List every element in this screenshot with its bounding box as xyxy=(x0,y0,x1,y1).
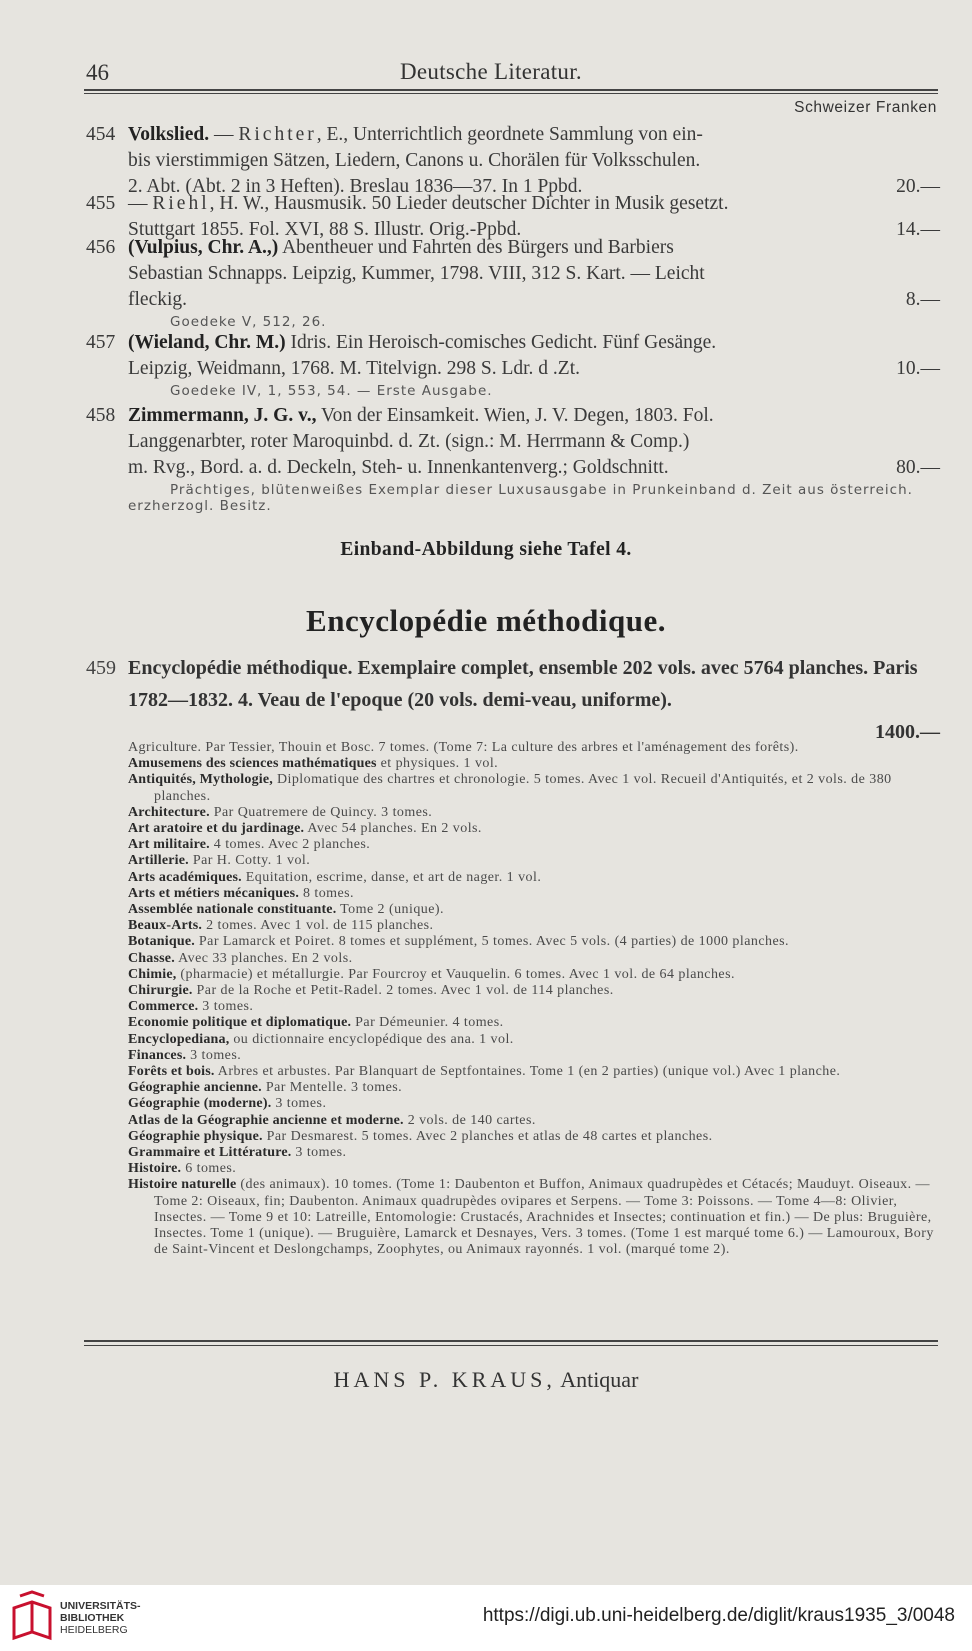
entry-line: — Riehl, H. W., Hausmusik. 50 Lieder deutscher Dichter in Musik gesetzt. xyxy=(128,193,729,214)
volume-item xyxy=(128,1145,936,1161)
volume-title: Atlas de la Géographie ancienne et moderne. xyxy=(128,1112,404,1128)
library-line-2: BIBLIOTHEK xyxy=(60,1612,125,1624)
header-rule-thin xyxy=(84,93,938,94)
entry-number: 458 xyxy=(86,405,116,426)
volume-item xyxy=(128,1032,936,1048)
library-line-1: UNIVERSITÄTS- xyxy=(60,1600,141,1612)
volume-item xyxy=(128,1161,936,1177)
currency-label: Schweizer Franken xyxy=(794,99,937,116)
entry-line: (Wieland, Chr. M.) Idris. Ein Heroisch-comisches Gedicht. Fünf Gesänge. xyxy=(128,332,717,353)
volume-item xyxy=(128,740,936,756)
entry-number: 459 xyxy=(86,657,116,679)
volume-description: Avec 33 planches. En 2 vols. xyxy=(174,950,353,966)
volume-item xyxy=(128,951,936,967)
volume-description: Par de la Roche et Petit-Radel. 2 tomes. Avec 1 vol. de 114 planches. xyxy=(192,983,614,999)
volume-description: 3 tomes. xyxy=(271,1096,327,1112)
volume-title: Forêts et bois. xyxy=(128,1064,215,1080)
volume-item xyxy=(128,934,936,950)
volume-item xyxy=(128,902,936,918)
volume-description: (des animaux). 10 tomes. (Tome 1: Daubenton et Buffon, Animaux quadrupèdes et Cétacés; Mauduyt. Oiseaux. — Tome 2: Oiseaux, fin; Daubenton. Animaux quadrupèdes ovipares et Serpens. — Tome 3: Poissons. — Tome 4—8: Olivier, Insectes. — Tome 9 et 10: Latreille, Entomologie: Crustacés, Arachnides et Insectes; continuation et fin.) — De plus: Bruguière, Insectes. Tome 1 (unique). — Bruguière, Lamarck et Desnayes, Vers. 3 tomes. (Tome 1 est marqué tome 6.) — Lamouroux, Bory de Saint-Vincent et Deslongchamps, Zoophytes, ou Animaux rayonnés. 1 vol. (marqué tome 2). xyxy=(154,1177,934,1258)
volume-description: 2 tomes. Avec 1 vol. de 115 planches. xyxy=(202,918,434,934)
volume-title: Assemblée nationale constituante. xyxy=(128,902,337,918)
volume-description: et physiques. 1 vol. xyxy=(376,756,499,772)
entry-line: Stuttgart 1855. Fol. XVI, 88 S. Illustr. Orig.-Ppbd. 14.— xyxy=(128,217,940,243)
volume-title: Artillerie. xyxy=(128,853,189,869)
entry-price: 20.— xyxy=(896,176,940,197)
volume-item xyxy=(128,1129,936,1145)
volume-title: Art aratoire et du jardinage. xyxy=(128,821,305,837)
volume-title: Histoire. xyxy=(128,1161,182,1177)
volume-title: Beaux-Arts. xyxy=(128,918,203,934)
dealer-name: HANS P. KRAUS, xyxy=(333,1367,556,1392)
volume-item xyxy=(128,805,936,821)
volume-title: Arts et métiers mécaniques. xyxy=(128,885,300,901)
volume-title: Art militaire. xyxy=(128,837,210,853)
volume-item xyxy=(128,772,936,804)
dealer-footer xyxy=(0,1367,972,1393)
volume-description: Par Lamarck et Poiret. 8 tomes et supplément, 5 tomes. Avec 5 vols. (4 parties) de 1000 planches. xyxy=(194,934,789,950)
entry-price: 10.— xyxy=(896,358,940,379)
volume-title: Arts académiques. xyxy=(128,869,242,885)
volume-description: 8 tomes. xyxy=(299,885,355,901)
entry-line: Volkslied. — Richter, E., Unterrichtlich geordnete Sammlung von ein- xyxy=(128,124,703,145)
binding-reference: Einband-Abbildung siehe Tafel 4. xyxy=(340,539,632,560)
entry-457 xyxy=(86,330,940,399)
volume-title: Finances. xyxy=(128,1047,187,1063)
entry-line: Sebastian Schnapps. Leipzig, Kummer, 1798. VIII, 312 S. Kart. — Leicht xyxy=(128,263,705,284)
entry-note: Goedeke IV, 1, 553, 54. — Erste Ausgabe. xyxy=(170,383,493,399)
entry-459 xyxy=(86,652,940,743)
entry-458 xyxy=(86,403,940,514)
volume-title: Histoire naturelle xyxy=(128,1177,237,1193)
university-library-logo-icon xyxy=(10,1588,54,1646)
entry-price: 14.— xyxy=(896,219,940,240)
entry-line: 2. Abt. (Abt. 2 in 3 Heften). Breslau 1836—37. In 1 Ppbd. 20.— xyxy=(128,174,940,200)
header-rule xyxy=(84,89,938,91)
entry-line: fleckig. 8.— xyxy=(128,287,940,313)
volume-title: Chirurgie. xyxy=(128,983,193,999)
entry-number: 455 xyxy=(86,193,116,214)
volume-description: Par Desmarest. 5 tomes. Avec 2 planches et atlas de 48 cartes et planches. xyxy=(262,1128,713,1144)
volume-item xyxy=(128,1113,936,1129)
volume-item xyxy=(128,853,936,869)
source-url-link[interactable]: https://digi.ub.uni-heidelberg.de/diglit/kraus1935_3/0048 xyxy=(482,1605,955,1626)
volume-item xyxy=(128,967,936,983)
entry-number: 456 xyxy=(86,237,116,258)
entry-line: Leipzig, Weidmann, 1768. M. Titelvign. 298 S. Ldr. d .Zt. 10.— xyxy=(128,356,940,382)
entry-price: 80.— xyxy=(896,457,940,478)
volume-item xyxy=(128,1048,936,1064)
entry-line: (Vulpius, Chr. A.,) Abentheuer und Fahrten des Bürgers und Barbiers xyxy=(128,237,674,258)
entry-price: 8.— xyxy=(905,289,940,310)
volume-item xyxy=(128,1064,936,1080)
volume-title: Encyclopediana, xyxy=(128,1031,230,1047)
entry-454 xyxy=(86,122,940,200)
volume-title: Botanique. xyxy=(128,934,195,950)
volume-title: Architecture. xyxy=(128,804,210,820)
volume-description: 3 tomes. xyxy=(186,1047,242,1063)
volume-title: Géographie (moderne). xyxy=(128,1096,272,1112)
volume-description: 3 tomes. xyxy=(291,1145,347,1161)
volume-item xyxy=(128,1096,936,1112)
volume-item xyxy=(128,999,936,1015)
volume-item xyxy=(128,756,936,772)
volume-description: ou dictionnaire encyclopédique des ana. 1 vol. xyxy=(229,1031,514,1047)
volume-item xyxy=(128,870,936,886)
volume-list xyxy=(128,740,936,1259)
volume-description: Par Tessier, Thouin et Bosc. 7 tomes. (Tome 7: La culture des arbres et l'aménagement des forêts). xyxy=(201,740,799,755)
entry-line: Langgenarbter, roter Maroquinbd. d. Zt. (sign.: M. Herrmann & Comp.) xyxy=(128,431,690,452)
volume-title: Antiquités, Mythologie, xyxy=(128,772,273,788)
entry-note: Prächtiges, blütenweißes Exemplar dieser Luxusausgabe in Prunkeinband d. Zeit aus österreich. erzherzogl. Besitz. xyxy=(128,482,913,514)
footer-rule-thin xyxy=(84,1345,938,1346)
volume-item xyxy=(128,918,936,934)
volume-title: Grammaire et Littérature. xyxy=(128,1145,292,1161)
volume-description: Avec 54 planches. En 2 vols. xyxy=(304,821,482,837)
library-line-3: HEIDELBERG xyxy=(60,1624,128,1636)
volume-description: 2 vols. de 140 cartes. xyxy=(403,1112,536,1128)
volume-title: Economie politique et diplomatique. xyxy=(128,1015,352,1031)
entry-note: Goedeke V, 512, 26. xyxy=(170,314,327,330)
volume-description: 6 tomes. xyxy=(181,1161,237,1177)
volume-title: Amusemens des sciences mathématiques xyxy=(128,756,377,772)
volume-description: (pharmacie) et métallurgie. Par Fourcroy et Vauquelin. 6 tomes. Avec 1 vol. de 64 planches. xyxy=(176,966,735,982)
volume-title: Chimie, xyxy=(128,966,177,982)
entry-number: 454 xyxy=(86,124,116,145)
volume-description: Tome 2 (unique). xyxy=(336,902,444,918)
volume-description: 4 tomes. Avec 2 planches. xyxy=(209,837,371,853)
volume-item xyxy=(128,1015,936,1031)
volume-description: Par Mentelle. 3 tomes. xyxy=(261,1080,403,1096)
volume-description: Arbres et arbustes. Par Blanquart de Septfontaines. Tome 1 (en 2 parties) (unique vol.) Avec 1 planche. xyxy=(214,1064,841,1080)
entry-number: 457 xyxy=(86,332,116,353)
volume-item xyxy=(128,1177,936,1258)
volume-description: Equitation, escrime, danse, et art de nager. 1 vol. xyxy=(241,869,542,885)
volume-item xyxy=(128,1080,936,1096)
section-title: Encyclopédie méthodique. xyxy=(306,603,666,638)
volume-description: Par Démeunier. 4 tomes. xyxy=(351,1015,504,1031)
volume-title: Chasse. xyxy=(128,950,175,966)
entry-456 xyxy=(86,235,940,330)
library-name xyxy=(60,1600,141,1636)
page-number: 46 xyxy=(86,60,109,85)
volume-title: Agriculture. xyxy=(128,740,202,755)
running-head: Deutsche Literatur. xyxy=(400,59,582,84)
volume-item xyxy=(128,886,936,902)
volume-description: Par H. Cotty. 1 vol. xyxy=(188,853,311,869)
entry-line: Zimmermann, J. G. v., Von der Einsamkeit. Wien, J. V. Degen, 1803. Fol. xyxy=(128,405,714,426)
entry-price: 1400.— xyxy=(875,721,940,743)
entry-line: bis vierstimmigen Sätzen, Liedern, Canons u. Chorälen für Volksschulen. xyxy=(128,150,701,171)
volume-title: Commerce. xyxy=(128,999,199,1015)
volume-item xyxy=(128,821,936,837)
volume-item xyxy=(128,983,936,999)
volume-description: Par Quatremere de Quincy. 3 tomes. xyxy=(209,804,433,820)
footer-rule xyxy=(84,1340,938,1342)
dealer-role: Antiquar xyxy=(560,1367,639,1392)
volume-title: Géographie physique. xyxy=(128,1128,263,1144)
entry-line: m. Rvg., Bord. a. d. Deckeln, Steh- u. Innenkantenverg.; Goldschnitt. 80.— xyxy=(128,455,940,481)
volume-title: Géographie ancienne. xyxy=(128,1080,262,1096)
volume-item xyxy=(128,837,936,853)
volume-description: Diplomatique des chartres et chronologie. 5 tomes. Avec 1 vol. Recueil d'Antiquités, et 2 vols. de 380 planches. xyxy=(154,772,892,804)
entry-text: Encyclopédie méthodique. Exemplaire complet, ensemble 202 vols. avec 5764 planches. Paris 1782—1832. 4. Veau de l'epoque (20 vols. demi-veau, uniforme). xyxy=(128,657,918,711)
volume-description: 3 tomes. xyxy=(198,999,254,1015)
